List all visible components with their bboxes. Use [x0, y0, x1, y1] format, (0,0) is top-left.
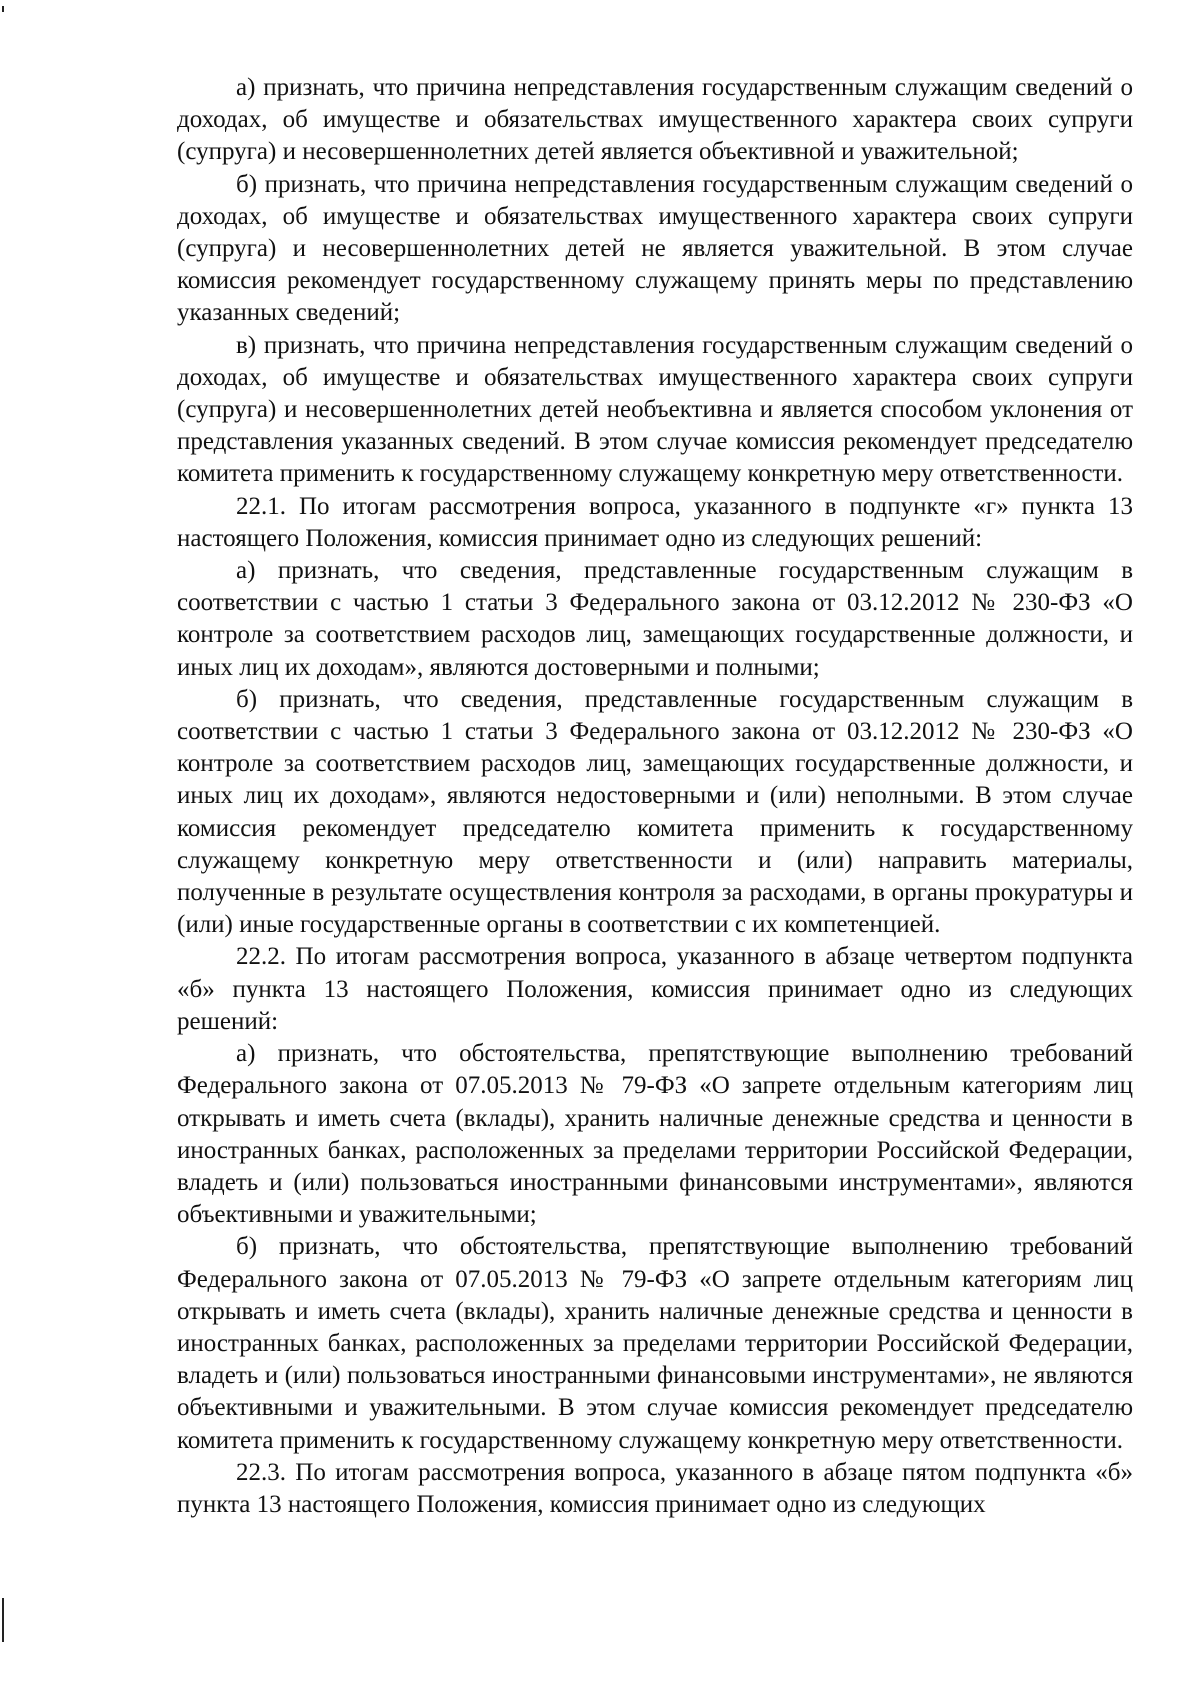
paragraph-22-2: 22.2. По итогам рассмотрения вопроса, указанного в абзаце четвертом подпункта «б» пункта 13 настоящего Положения, комиссия принимает одно из следующих решений: [177, 943, 1133, 1035]
paragraph-22-3: 22.3. По итогам рассмотрения вопроса, указанного в абзаце пятом подпункта «б» пункта 13 настоящего Положения, комиссия принимает одно из следующих [177, 1458, 1133, 1518]
paragraph-22-1: 22.1. По итогам рассмотрения вопроса, указанного в подпункте «г» пункта 13 настоящего Положения, комиссия принимает одно из следующих решений: [177, 492, 1133, 552]
document-body [177, 72, 1133, 1521]
paragraph-22-1-a: а) признать, что сведения, представленные государственным служащим в соответствии с частью 1 статьи 3 Федерального закона от 03.12.2012 № 230-ФЗ «О контроле за соответствием расходов лиц, замещающих государственные должности, и иных лиц их доходам», являются достоверными и полными; [177, 557, 1133, 681]
paragraph-22-1-b: б) признать, что сведения, представленные государственным служащим в соответствии с частью 1 статьи 3 Федерального закона от 03.12.2012 № 230-ФЗ «О контроле за соответствием расходов лиц, замещающих государственные должности, и иных лиц их доходам», являются недостоверными и (или) неполными. В этом случае комиссия рекомендует председателю комитета применить к государственному служащему конкретную меру ответственности и (или) направить материалы, полученные в результате осуществления контроля за расходами, в органы прокуратуры и (или) иные государственные органы в соответствии с их компетенцией. [177, 685, 1133, 939]
scan-edge-mark-top [2, 6, 4, 12]
paragraph-22-2-b: б) признать, что обстоятельства, препятствующие выполнению требований Федерального закона от 07.05.2013 № 79-ФЗ «О запрете отдельным категориям лиц открывать и иметь счета (вклады), хранить наличные денежные средства и ценности в иностранных банках, расположенных за пределами территории Российской Федерации, владеть и (или) пользоваться иностранными финансовыми инструментами», не являются объективными и уважительными. В этом случае комиссия рекомендует председателю комитета применить к государственному служащему конкретную меру ответственности. [177, 1233, 1133, 1454]
scan-edge-mark-bottom [2, 1598, 4, 1642]
paragraph-b-not-valid: б) признать, что причина непредставления государственным служащим сведений о доходах, об имуществе и обязательствах имущественного характера своих супруги (супруга) и несовершеннолетних детей не является уважительной. В этом случае комиссия рекомендует государственному служащему принять меры по представлению указанных сведений; [177, 170, 1133, 327]
paragraph-22-2-a: а) признать, что обстоятельства, препятствующие выполнению требований Федерального закона от 07.05.2013 № 79-ФЗ «О запрете отдельным категориям лиц открывать и иметь счета (вклады), хранить наличные денежные средства и ценности в иностранных банках, расположенных за пределами территории Российской Федерации, владеть и (или) пользоваться иностранными финансовыми инструментами», являются объективными и уважительными; [177, 1040, 1133, 1229]
paragraph-v-evasion: в) признать, что причина непредставления государственным служащим сведений о доходах, об имуществе и обязательствах имущественного характера своих супруги (супруга) и несовершеннолетних детей необъективна и является способом уклонения от представления указанных сведений. В этом случае комиссия рекомендует председателю комитета применить к государственному служащему конкретную меру ответственности. [177, 331, 1133, 488]
paragraph-a-objective: а) признать, что причина непредставления государственным служащим сведений о доходах, об имуществе и обязательствах имущественного характера своих супруги (супруга) и несовершеннолетних детей является объективной и уважительной; [177, 74, 1133, 166]
